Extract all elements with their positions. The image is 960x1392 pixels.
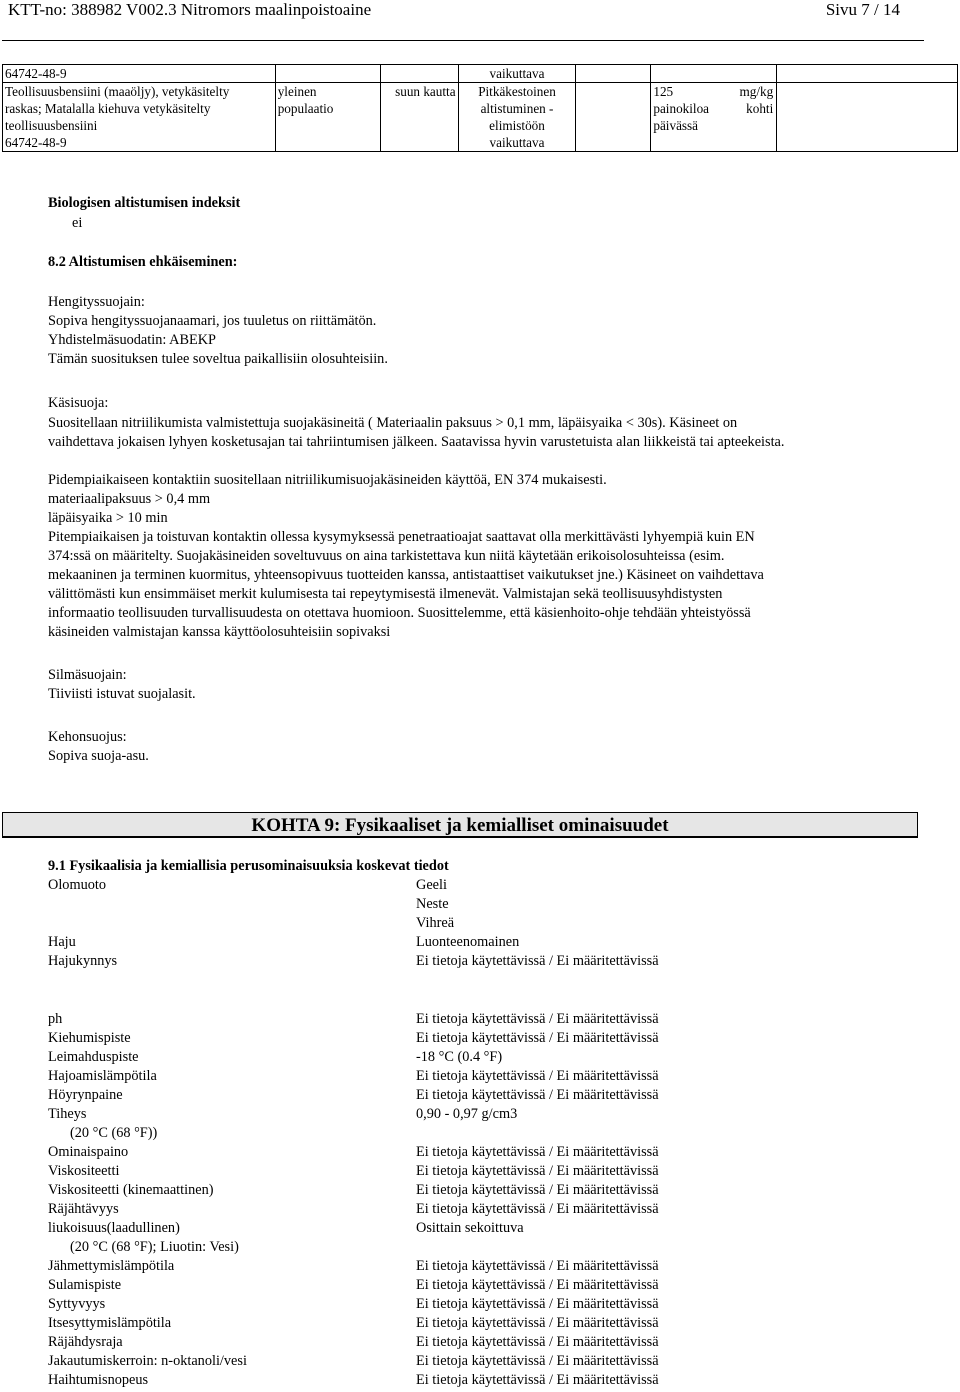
property-value: Ei tietoja käytettävissä / Ei määritettävissä xyxy=(416,1068,659,1084)
table-cell: vaikuttava xyxy=(458,65,576,83)
body-protection-value: Sopiva suoja-asu. xyxy=(48,748,149,764)
property-value: Ei tietoja käytettävissä / Ei määritettävissä xyxy=(416,1201,659,1217)
hand-protection-line: vaihdettava jokaisen lyhyen kosketusajan tai tahriintumisen jälkeen. Saatavissa hyvin varustetuista alan liikkeistä tai apteekeista. xyxy=(48,434,785,450)
table-cell xyxy=(651,65,777,83)
glove-line: mekaaninen ja terminen kuormitus, yhteensopivuus tuotteiden kanssa, antistaattiset vaikutukset jne.) Käsineet on vaihdettava xyxy=(48,567,764,583)
table-cell xyxy=(576,83,651,152)
table-cell: 64742-48-9 xyxy=(3,65,276,83)
property-value: Ei tietoja käytettävissä / Ei määritettävissä xyxy=(416,1144,659,1160)
respiratory-line: Yhdistelmäsuodatin: ABEKP xyxy=(48,332,216,348)
property-value: Ei tietoja käytettävissä / Ei määritettävissä xyxy=(416,1315,659,1331)
page-number: Sivu 7 / 14 xyxy=(825,0,900,19)
property-value: Osittain sekoittuva xyxy=(416,1220,524,1236)
hand-protection-line: Suositellaan nitriilikumista valmistettuja suojakäsineitä ( Materiaalin paksuus > 0,1 mm, läpäisyaika < 30s). Käsineet on xyxy=(48,415,738,431)
property-value: Ei tietoja käytettävissä / Ei määritettävissä xyxy=(416,1277,659,1293)
effect-line: Pitkäkestoinen xyxy=(478,84,556,99)
exposure-table xyxy=(2,64,958,152)
glove-line: Pidempiaikaiseen kontaktiin suositellaan nitriilikumisuojakäsineiden käyttöä, EN 374 mukaisesti. xyxy=(48,472,607,488)
property-value: Ei tietoja käytettävissä / Ei määritettävissä xyxy=(416,1296,659,1312)
property-value: Ei tietoja käytettävissä / Ei määritettävissä xyxy=(416,1030,659,1046)
hand-protection-label: Käsisuoja: xyxy=(48,395,109,411)
table-cell xyxy=(576,65,651,83)
property-label: Kiehumispiste xyxy=(48,1030,131,1046)
glove-line: informaatio teollisuuden turvallisuudesta on otettava huomioon. Suosittelemme, että käsienhoito-ohje tehdään yhteistyössä xyxy=(48,605,751,621)
substance-line: teollisuusbensiini xyxy=(5,118,98,133)
table-cell xyxy=(777,65,958,83)
property-value: Ei tietoja käytettävissä / Ei määritettävissä xyxy=(416,1372,659,1388)
table-cell xyxy=(275,65,380,83)
population-line: yleinen xyxy=(277,84,317,99)
property-value: Ei tietoja käytettävissä / Ei määritettävissä xyxy=(416,953,659,969)
section-9-1-title: 9.1 Fysikaalisia ja kemiallisia perusominaisuuksia koskevat tiedot xyxy=(48,858,449,874)
substance-line: 64742-48-9 xyxy=(5,135,67,150)
property-label: Räjähdysraja xyxy=(48,1334,123,1350)
value-unit: mg/kg xyxy=(739,84,774,99)
property-label: Viskositeetti (kinemaattinen) xyxy=(48,1182,214,1198)
value-line: 125 xyxy=(653,84,674,99)
property-value: Ei tietoja käytettävissä / Ei määritettävissä xyxy=(416,1258,659,1274)
body-protection-label: Kehonsuojus: xyxy=(48,729,127,745)
property-value: Neste xyxy=(416,896,449,912)
document-id: KTT-no: 388982 V002.3 Nitromors maalinpoistoaine xyxy=(8,0,372,19)
value-line: painokiloa xyxy=(653,101,710,116)
table-row xyxy=(3,83,958,152)
section-9-heading: KOHTA 9: Fysikaaliset ja kemialliset ominaisuudet xyxy=(2,812,918,838)
property-label: Räjähtävyys xyxy=(48,1201,119,1217)
respiratory-line: Tämän suosituksen tulee soveltua paikallisiin olosuhteisiin. xyxy=(48,351,388,367)
value-cell xyxy=(651,83,777,152)
eye-protection-label: Silmäsuojain: xyxy=(48,667,127,683)
population-line: populaatio xyxy=(277,101,334,116)
property-value: Ei tietoja käytettävissä / Ei määritettävissä xyxy=(416,1334,659,1350)
property-label: Olomuoto xyxy=(48,877,106,893)
respiratory-line: Sopiva hengityssuojanaamari, jos tuuletus on riittämätön. xyxy=(48,313,377,329)
page-header xyxy=(8,0,900,22)
property-value: Luonteenomainen xyxy=(416,934,520,950)
property-label: Höyrynpaine xyxy=(48,1087,123,1103)
header-divider xyxy=(2,40,924,41)
property-label: Hajoamislämpötila xyxy=(48,1068,157,1084)
property-label: Viskositeetti xyxy=(48,1163,120,1179)
property-value: Geeli xyxy=(416,877,447,893)
property-label: liukoisuus(laadullinen) xyxy=(48,1220,180,1236)
property-value: Vihreä xyxy=(416,915,455,931)
substance-cell xyxy=(3,83,276,152)
effect-line: vaikuttava xyxy=(489,135,545,150)
property-label: Ominaispaino xyxy=(48,1144,129,1160)
property-label: Hajukynnys xyxy=(48,953,118,969)
effect-cell xyxy=(458,83,576,152)
property-value: 0,90 - 0,97 g/cm3 xyxy=(416,1106,518,1122)
value-unit: kohti xyxy=(746,101,774,116)
bio-index-value: ei xyxy=(72,215,83,231)
glove-line: välittömästi kun ensimmäiset merkit kulumisesta tai repeytymisestä ilmenevät. Valmistajan sekä teollisuusyhdistysten xyxy=(48,586,723,602)
property-label: Haihtumisnopeus xyxy=(48,1372,149,1388)
property-value: Ei tietoja käytettävissä / Ei määritettävissä xyxy=(416,1353,659,1369)
property-label: ph xyxy=(48,1011,63,1027)
property-label: (20 °C (68 °F); Liuotin: Vesi) xyxy=(70,1239,239,1255)
property-label: Syttyvyys xyxy=(48,1296,106,1312)
property-label: Haju xyxy=(48,934,76,950)
property-value: -18 °C (0.4 °F) xyxy=(416,1049,503,1065)
respiratory-label: Hengityssuojain: xyxy=(48,294,145,310)
property-label: Jakautumiskerroin: n-oktanoli/vesi xyxy=(48,1353,247,1369)
property-label: Leimahduspiste xyxy=(48,1049,139,1065)
value-line: päivässä xyxy=(653,118,699,133)
property-label: Itsesyttymislämpötila xyxy=(48,1315,172,1331)
effect-line: elimistöön xyxy=(489,118,545,133)
property-value: Ei tietoja käytettävissä / Ei määritettävissä xyxy=(416,1163,659,1179)
property-value: Ei tietoja käytettävissä / Ei määritettävissä xyxy=(416,1087,659,1103)
property-label: Sulamispiste xyxy=(48,1277,122,1293)
population-cell xyxy=(275,83,380,152)
property-label: Jähmettymislämpötila xyxy=(48,1258,175,1274)
substance-line: raskas; Matalalla kiehuva vetykäsitelty xyxy=(5,101,211,116)
route-cell: suun kautta xyxy=(380,83,458,152)
glove-line: läpäisyaika > 10 min xyxy=(48,510,168,526)
glove-line: materiaalipaksuus > 0,4 mm xyxy=(48,491,211,507)
eye-protection-value: Tiiviisti istuvat suojalasit. xyxy=(48,686,196,702)
table-row xyxy=(3,65,958,83)
table-cell xyxy=(777,83,958,152)
property-label: (20 °C (68 °F)) xyxy=(70,1125,158,1141)
effect-line: altistuminen - xyxy=(480,101,554,116)
glove-line: käsineiden valmistajan kanssa käyttöolosuhteisiin sopivaksi xyxy=(48,624,391,640)
property-value: Ei tietoja käytettävissä / Ei määritettävissä xyxy=(416,1011,659,1027)
glove-line: 374:ssä on määritelty. Suojakäsineiden soveltuvuus on aina tarkistettava kun niitä käytetään erikoisolosuhteissa (esim. xyxy=(48,548,725,564)
substance-line: Teollisuusbensiini (maaöljy), vetykäsitelty xyxy=(5,84,230,99)
section-8-2-title: 8.2 Altistumisen ehkäiseminen: xyxy=(48,254,238,270)
property-label: Tiheys xyxy=(48,1106,87,1122)
bio-index-title: Biologisen altistumisen indeksit xyxy=(48,195,241,211)
property-value: Ei tietoja käytettävissä / Ei määritettävissä xyxy=(416,1182,659,1198)
glove-line: Pitempiaikaisen ja toistuvan kontaktin ollessa kysymyksessä penetraatioajat saattavat olla merkittävästi lyhyempiä kuin EN xyxy=(48,529,755,545)
table-cell xyxy=(380,65,458,83)
